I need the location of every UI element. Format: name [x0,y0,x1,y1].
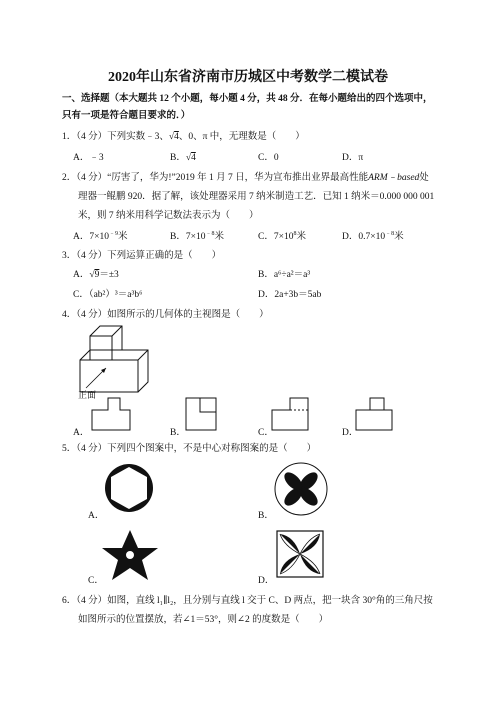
q2-stem-line2: 理器一鲲鹏 920．据了解，该处理器采用 7 纳米制造工艺．已知 1 纳米＝0.000 000 001 [78,192,435,202]
q2-option-a: A．$7\times 10^{﹣9}$米 [73,231,128,242]
q5-option-a-figure [104,463,154,513]
q3-stem: 3．（4 分）下列运算正确的是（ ） [62,251,222,261]
q4-option-d: D． [342,428,359,438]
q4-option-b: B． [170,428,186,438]
q1-option-b: B．√4 [170,153,196,163]
q3-option-c: C．（ab²）³＝a³b⁶ [73,290,143,300]
q1-option-c: C．0 [258,153,279,163]
q2-stem-line3: 米，则 7 纳米用科学记数法表示为（ ） [78,211,259,221]
sqrt-symbol: √4 [168,132,179,142]
q5-option-d: D． [258,576,275,586]
q1-option-d: D．π [342,153,364,163]
q2-option-b: B．$7\times 10^{﹣8}$米 [170,231,224,242]
sqrt-symbol: √4 [185,153,196,163]
q5-option-b: B． [258,511,274,521]
q4-option-a-figure [92,398,132,432]
front-view-label: 正面 [78,390,97,400]
q4-option-d-figure [356,398,396,432]
q1-option-a: A．﹣3 [73,153,104,163]
q3-option-d: D．2a+3b＝5ab [258,290,322,300]
page-title: 2020年山东省济南市历城区中考数学二模试卷 [108,70,388,85]
q4-option-c: C． [258,428,274,438]
q4-option-b-figure [186,398,226,432]
q5-option-d-figure [276,530,326,580]
q3-option-b: B．a⁶÷a²＝a³ [258,270,311,280]
q6-stem-line1: 6．（4 分）如图，直线 l₁∥l₂，且分别与直线 l 交于 C、D 两点，把一块含 30°角的三角尺按 [62,596,433,606]
q1-stem: 1．（4 分）下列实数﹣3、√4、0、π 中，无理数是（ ） [62,132,305,142]
q4-option-c-figure [272,398,312,432]
q2-option-d: D．$0.7\times 10^{﹣8}$米 [342,231,404,242]
q5-option-c-figure [100,528,160,584]
q4-option-a: A． [73,428,90,438]
q6-stem-line2: 如图所示的位置摆放，若∠1＝53°，则∠2 的度数是（ ） [78,615,329,625]
section-heading: 一、选择题（本大题共 12 个小题，每小题 4 分，共 48 分．在每小题给出的四个选项中， [62,94,433,104]
section-heading-cont: 只有一项是符合题目要求的．） [62,111,191,121]
q5-stem: 5．（4 分）下列四个图案中，不是中心对称图案的是（ ） [62,444,317,454]
sqrt-symbol: √9 [89,270,100,280]
q5-option-c: C． [88,576,104,586]
q5-option-b-figure [274,462,328,516]
q4-stem: 4．（4 分）如图所示的几何体的主视图是（ ） [62,310,269,320]
q3-option-a: A．√9＝±3 [73,270,119,280]
q2-option-c: C．$7\times 10^8$米 [258,231,306,242]
q2-stem-line1: 2．（4 分）“厉害了，华为!”2019 年 1 月 7 日，华为宣布推出业界最高性能ARM﹣based处 [62,173,429,183]
q5-option-a: A． [88,511,105,521]
